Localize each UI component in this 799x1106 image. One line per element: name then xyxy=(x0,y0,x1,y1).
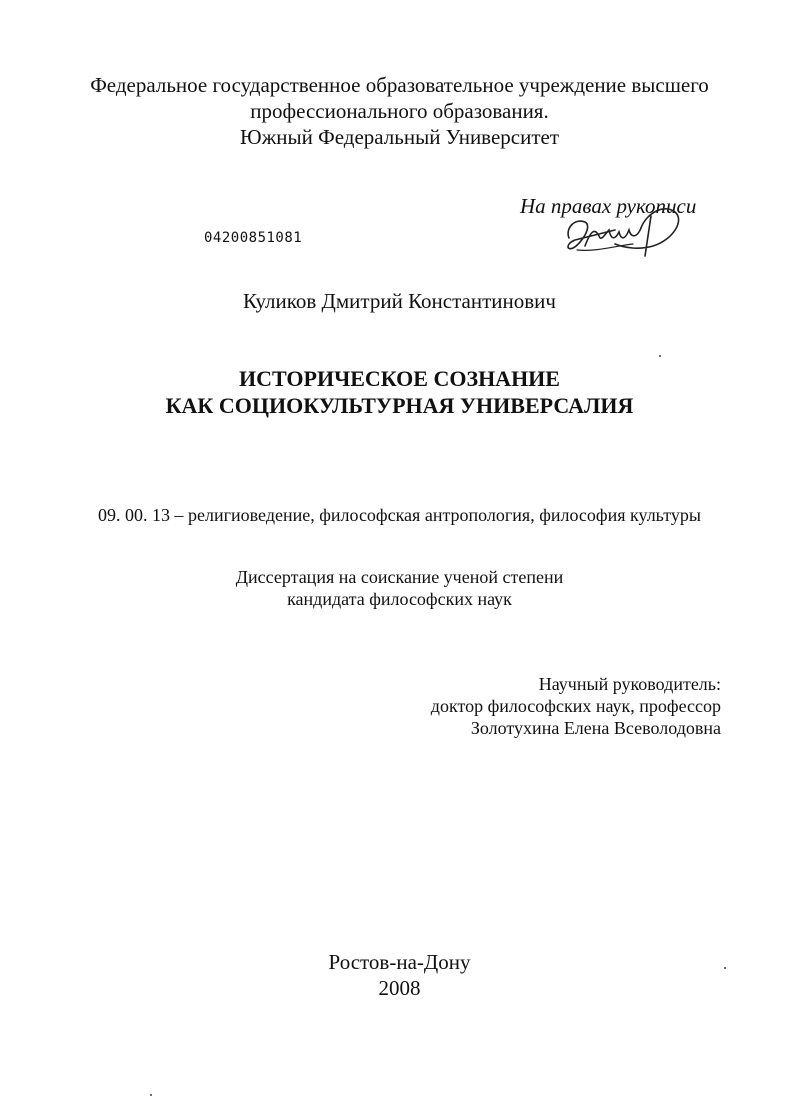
title-line-2: КАК СОЦИОКУЛЬТУРНАЯ УНИВЕРСАЛИЯ xyxy=(165,393,634,418)
scan-speck xyxy=(659,355,661,357)
manuscript-rights-note: На правах рукописи xyxy=(520,194,697,218)
scientific-supervisor xyxy=(380,673,721,739)
institution-header xyxy=(40,72,759,150)
place-and-year xyxy=(40,949,759,1001)
dissertation-title xyxy=(40,365,759,419)
supervisor-label: Научный руководитель: xyxy=(538,674,721,694)
city: Ростов-на-Дону xyxy=(328,950,471,974)
specialty-code: 09. 00. 13 – религиоведение, философская антропология, философия культуры xyxy=(98,505,701,525)
title-line-1: ИСТОРИЧЕСКОЕ СОЗНАНИЕ xyxy=(239,366,560,391)
supervisor-credentials: доктор философских наук, профессор xyxy=(430,696,721,716)
scan-speck xyxy=(150,1094,152,1096)
institution-line-1: Федеральное государственное образовательное учреждение высшего xyxy=(90,73,709,97)
supervisor-name: Золотухина Елена Всеволодовна xyxy=(470,718,721,738)
institution-line-3: Южный Федеральный Университет xyxy=(239,125,560,149)
institution-line-2: профессионального образования. xyxy=(250,99,549,123)
degree-line-1: Диссертация на соискание ученой степени xyxy=(235,567,564,587)
author-name: Куликов Дмитрий Константинович xyxy=(243,289,556,313)
year: 2008 xyxy=(378,976,421,1000)
handwritten-signature xyxy=(555,200,695,270)
degree-statement xyxy=(40,566,759,610)
degree-line-2: кандидата философских наук xyxy=(287,589,512,609)
scan-speck xyxy=(724,967,726,969)
catalog-number: 04200851081 xyxy=(204,230,303,246)
